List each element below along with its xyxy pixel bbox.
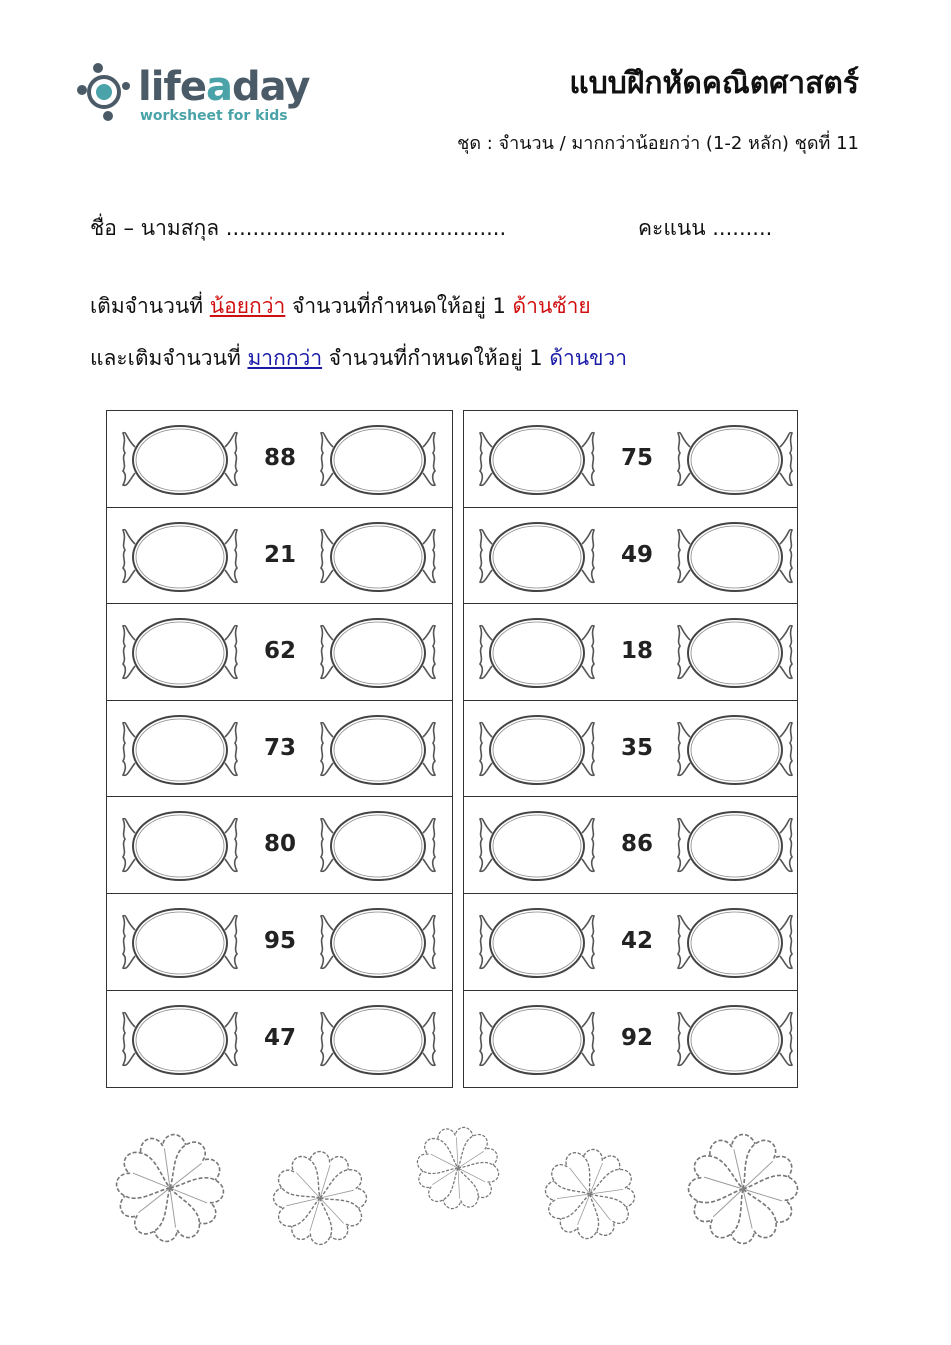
student-name-field: ชื่อ – นามสกุล ..........................................	[90, 216, 507, 240]
candy-outline-icon[interactable]	[676, 616, 794, 690]
candy-outline-icon[interactable]	[121, 616, 239, 690]
instruction-line-2: และเติมจำนวนที่ มากกว่า จำนวนที่กำหนดให้อยู่ 1 ด้านขวา	[90, 346, 628, 370]
given-number: 49	[620, 541, 653, 568]
logo-name: lifeaday	[138, 64, 310, 110]
candy-outline-icon[interactable]	[319, 809, 437, 883]
heart-flower-icon	[540, 1144, 640, 1248]
given-number: 42	[620, 927, 653, 954]
molecule-logo-icon	[74, 60, 138, 124]
candy-outline-icon[interactable]	[676, 906, 794, 980]
candy-outline-icon[interactable]	[121, 423, 239, 497]
given-number: 47	[263, 1024, 296, 1051]
given-number: 88	[263, 445, 296, 471]
candy-outline-icon[interactable]	[319, 520, 437, 594]
given-number: 35	[620, 734, 653, 761]
candy-outline-icon[interactable]	[319, 1003, 437, 1077]
candy-outline-icon[interactable]	[121, 1003, 239, 1077]
given-number: 62	[263, 638, 296, 665]
exercise-row	[464, 411, 797, 508]
instruction-line-1: เติมจำนวนที่ น้อยกว่า จำนวนที่กำหนดให้อยู่ 1 ด้านซ้าย	[90, 294, 591, 318]
heart-flower-icon	[110, 1128, 230, 1252]
exercise-row	[107, 797, 452, 894]
candy-outline-icon[interactable]	[121, 520, 239, 594]
candy-outline-icon[interactable]	[121, 906, 239, 980]
worksheet-subtitle: ชุด : จำนวน / มากกว่าน้อยกว่า (1-2 หลัก) ชุดที่ 11	[457, 133, 859, 154]
candy-outline-icon[interactable]	[676, 423, 794, 497]
given-number: 75	[620, 445, 653, 471]
heart-flower-icon	[268, 1146, 372, 1254]
right-side-label: ด้านขวา	[549, 346, 628, 370]
candy-outline-icon[interactable]	[319, 713, 437, 787]
exercise-row	[464, 508, 797, 605]
worksheet-title: แบบฝึกหัดคณิตศาสตร์	[569, 66, 859, 101]
given-number: 80	[263, 831, 296, 858]
candy-outline-icon[interactable]	[478, 809, 596, 883]
candy-outline-icon[interactable]	[676, 1003, 794, 1077]
logo	[74, 60, 314, 130]
given-number: 73	[263, 734, 296, 761]
candy-outline-icon[interactable]	[121, 809, 239, 883]
candy-outline-icon[interactable]	[676, 809, 794, 883]
exercise-row	[107, 894, 452, 991]
left-side-label: ด้านซ้าย	[512, 294, 591, 318]
candy-outline-icon[interactable]	[319, 616, 437, 690]
flower-decorations	[100, 1118, 820, 1258]
candy-outline-icon[interactable]	[319, 906, 437, 980]
given-number: 86	[620, 831, 653, 858]
candy-outline-icon[interactable]	[478, 520, 596, 594]
exercise-row	[107, 991, 452, 1088]
candy-outline-icon[interactable]	[478, 1003, 596, 1077]
exercise-row	[107, 411, 452, 508]
candy-outline-icon[interactable]	[676, 713, 794, 787]
given-number: 21	[263, 541, 296, 568]
given-number: 18	[620, 638, 653, 665]
given-number: 92	[620, 1024, 653, 1051]
given-number: 95	[263, 927, 296, 954]
exercise-row	[464, 894, 797, 991]
score-field: คะแนน .........	[638, 216, 773, 240]
heart-flower-icon	[682, 1128, 804, 1254]
candy-outline-icon[interactable]	[478, 616, 596, 690]
exercise-row	[107, 701, 452, 798]
exercise-row	[107, 604, 452, 701]
greater-than-keyword: มากกว่า	[247, 346, 323, 370]
candy-outline-icon[interactable]	[676, 520, 794, 594]
candy-outline-icon[interactable]	[478, 906, 596, 980]
candy-outline-icon[interactable]	[478, 423, 596, 497]
candy-outline-icon[interactable]	[121, 713, 239, 787]
exercise-row	[464, 701, 797, 798]
exercise-row	[107, 508, 452, 605]
less-than-keyword: น้อยกว่า	[209, 294, 286, 318]
candy-outline-icon[interactable]	[478, 713, 596, 787]
heart-flower-icon	[412, 1122, 504, 1218]
exercise-grid-right	[463, 410, 798, 1088]
exercise-row	[464, 991, 797, 1088]
exercise-row	[464, 604, 797, 701]
exercise-row	[464, 797, 797, 894]
candy-outline-icon[interactable]	[319, 423, 437, 497]
exercise-grid-left	[106, 410, 453, 1088]
logo-tagline: worksheet for kids	[140, 108, 288, 124]
